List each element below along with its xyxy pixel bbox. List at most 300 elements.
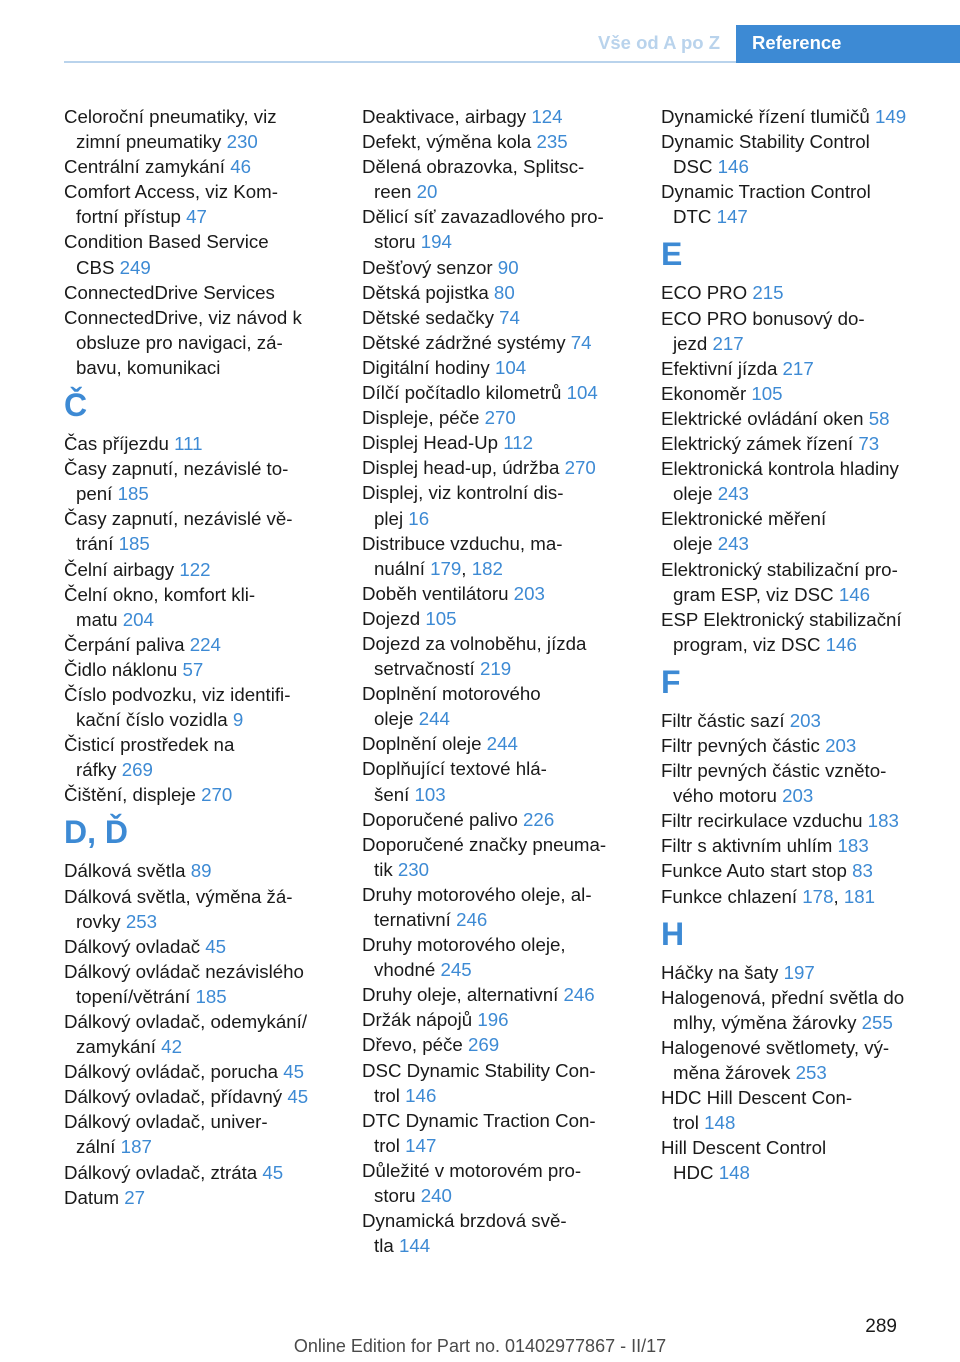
entry-text: gram ESP, viz DSC	[673, 583, 839, 605]
index-entry	[362, 355, 662, 380]
page-reference-link[interactable]: 104	[494, 356, 527, 378]
index-letter-heading: E	[661, 236, 683, 273]
index-entry	[362, 982, 662, 1007]
index-entry	[362, 480, 662, 530]
entry-text: Dálkový ovládač, porucha	[64, 1061, 284, 1083]
index-entry	[362, 807, 662, 832]
entry-text: DTC	[673, 206, 717, 228]
index-entry	[64, 732, 364, 782]
page-reference-link[interactable]: 217	[782, 357, 814, 379]
entry-text: Druhy motorového oleje,	[362, 934, 566, 956]
index-entry	[64, 280, 364, 305]
entry-text: trol	[673, 1112, 705, 1134]
page-reference-link[interactable]: 46	[230, 156, 251, 178]
entry-text: Dálkový ovladač	[64, 935, 206, 957]
page-reference-link[interactable]: 249	[119, 256, 151, 278]
index-entry	[362, 380, 662, 405]
page-reference-link[interactable]: 215	[752, 282, 784, 304]
entry-text: Dětské sedačky	[362, 306, 500, 328]
entry-text: vého motoru	[673, 785, 783, 807]
footer-edition: Online Edition for Part no. 01402977867 - II/17	[293, 1336, 667, 1356]
entry-text: měna žárovek	[673, 1062, 796, 1083]
entry-text: DSC	[673, 156, 718, 178]
page-reference-link[interactable]: 224	[189, 633, 221, 655]
page-reference-link[interactable]: 90	[497, 256, 519, 278]
entry-text: tik	[374, 858, 398, 880]
entry-text: Filtr s aktivním uhlím	[661, 835, 838, 857]
index-entry	[64, 582, 364, 632]
entry-text: Dřevo, péče	[362, 1034, 468, 1056]
entry-text: Dálková světla	[64, 860, 191, 882]
page-reference-link[interactable]: 105	[751, 382, 783, 404]
page-reference-link[interactable]: 9	[232, 709, 244, 731]
entry-text: Displeje, péče	[362, 407, 485, 429]
entry-text: vhodné	[374, 959, 441, 981]
index-entry	[661, 985, 960, 1035]
index-entry	[64, 1109, 364, 1159]
entry-text: Dálkový ovladač, ztráta	[64, 1161, 263, 1183]
index-entry	[362, 154, 662, 204]
index-entry	[64, 1084, 364, 1109]
entry-text: Časy zapnutí, nezávislé vě‐	[64, 508, 293, 530]
page-reference-link[interactable]: 230	[226, 131, 258, 153]
page-reference-link[interactable]: 196	[477, 1009, 509, 1031]
entry-text: setrvačností	[374, 658, 480, 680]
entry-text: kační číslo vozidla	[76, 709, 233, 731]
entry-text: topení/větrání	[76, 985, 196, 1007]
page-reference-link[interactable]: 182	[471, 557, 503, 579]
index-entry	[362, 681, 662, 731]
entry-text: DTC Dynamic Traction Con‐	[362, 1109, 596, 1131]
entry-text: Funkce chlazení	[661, 885, 803, 907]
entry-text: Doporučené značky pneuma‐	[362, 833, 607, 855]
index-entry	[64, 858, 364, 883]
entry-text: ternativní	[374, 909, 457, 930]
index-entry	[64, 959, 364, 1009]
entry-text: Doběh ventilátoru	[362, 582, 514, 604]
index-entry	[661, 104, 960, 129]
entry-text: Dálková světla, výměna žá‐	[64, 885, 293, 907]
entry-text: Elektronický stabilizační pro‐	[661, 558, 898, 580]
index-entry	[362, 255, 662, 280]
page-reference-link[interactable]: 45	[205, 935, 227, 957]
page-reference-link[interactable]: 253	[125, 910, 158, 932]
index-entry	[661, 960, 960, 985]
index-entry	[362, 932, 662, 982]
entry-text: Držák nápojů	[362, 1009, 478, 1031]
entry-text: ECO PRO bonusový do‐	[661, 307, 865, 329]
index-column-2	[362, 104, 662, 1258]
entry-text: jezd	[673, 332, 713, 354]
entry-text: ,	[833, 885, 844, 907]
entry-text: CBS	[76, 256, 120, 278]
entry-text: Displej, viz kontrolní dis‐	[362, 482, 564, 504]
entry-text: Čas příjezdu	[64, 433, 175, 455]
page-reference-link[interactable]: 226	[523, 808, 555, 830]
entry-text: Dálkový ovladač, odemykání/	[64, 1011, 308, 1032]
page-reference-link[interactable]: 235	[536, 131, 568, 153]
index-entry	[362, 531, 662, 581]
index-entry	[64, 1160, 364, 1185]
page-reference-link[interactable]: 122	[179, 558, 211, 580]
page-reference-link[interactable]: 185	[118, 533, 150, 555]
index-entry	[362, 129, 662, 154]
entry-text: trání	[76, 533, 119, 555]
entry-text: Háčky na šaty	[661, 961, 784, 983]
page-reference-link[interactable]: 144	[398, 1235, 431, 1257]
index-entry	[362, 305, 662, 330]
page-reference-link[interactable]: 203	[513, 582, 545, 604]
index-entry	[661, 607, 960, 657]
entry-text: Elektrický zámek řízení	[661, 433, 859, 455]
index-entry	[661, 280, 960, 305]
page-reference-link[interactable]: 42	[161, 1036, 182, 1058]
entry-text: HDC	[673, 1162, 719, 1184]
index-entry	[362, 204, 662, 254]
entry-text: Hill Descent Control	[661, 1137, 827, 1159]
index-entry	[661, 833, 960, 858]
index-entry	[64, 1185, 364, 1210]
entry-text: Defekt, výměna kola	[362, 131, 537, 153]
entry-text: ESP Elektronický stabilizační	[661, 608, 902, 630]
entry-text: tla	[374, 1235, 399, 1257]
page-reference-link[interactable]: 246	[456, 909, 488, 930]
entry-text: Dětské zádržné systémy	[362, 331, 571, 353]
index-entry	[661, 381, 960, 406]
entry-text: pení	[76, 483, 118, 505]
index-entry	[661, 129, 960, 179]
entry-text: Doplňující textové hlá‐	[362, 758, 547, 780]
entry-text: Filtr pevných částic vzněto‐	[661, 760, 887, 782]
index-entry	[661, 733, 960, 758]
index-letter-heading: D, Ď	[64, 814, 128, 851]
index-entry	[661, 306, 960, 356]
index-entry	[362, 606, 662, 631]
entry-text: Funkce Auto start stop	[661, 860, 853, 882]
page-reference-link[interactable]: 269	[121, 759, 153, 781]
page-reference-link[interactable]: 74	[499, 306, 520, 328]
index-entry	[64, 632, 364, 657]
page-reference-link[interactable]: 112	[503, 432, 534, 454]
index-entry	[661, 808, 960, 833]
page-reference-link[interactable]: 27	[124, 1186, 146, 1208]
entry-text: zimní pneumatiky	[76, 131, 227, 153]
entry-text: Doporučené palivo	[362, 808, 524, 830]
entry-text: rovky	[76, 910, 126, 932]
page-reference-link[interactable]: 16	[408, 507, 430, 529]
page-reference-link[interactable]: 270	[564, 457, 596, 479]
page-reference-link[interactable]: 203	[789, 709, 821, 731]
index-entry	[661, 356, 960, 381]
entry-text: Dělicí síť zavazadlového pro‐	[362, 206, 604, 228]
entry-text: Čisticí prostředek na	[64, 734, 235, 756]
page-reference-link[interactable]: 203	[825, 734, 857, 756]
entry-text: Ekonoměr	[661, 382, 752, 404]
page-reference-link[interactable]: 146	[405, 1084, 437, 1106]
page-reference-link[interactable]: 146	[838, 583, 871, 605]
entry-text: Dělená obrazovka, Splitsc‐	[362, 156, 585, 178]
page-reference-link[interactable]: 219	[479, 658, 512, 680]
entry-text: Dílčí počítadlo kilometrů	[362, 382, 567, 404]
entry-text: Časy zapnutí, nezávislé to‐	[64, 458, 289, 480]
index-entry	[64, 305, 364, 380]
entry-text: program, viz DSC	[673, 633, 826, 655]
index-entry	[362, 1032, 662, 1057]
index-entry	[362, 882, 662, 932]
entry-text: ,	[461, 557, 472, 579]
page-reference-link[interactable]: 57	[182, 658, 204, 680]
entry-text: oleje	[673, 533, 718, 555]
page-reference-link[interactable]: 217	[712, 332, 744, 354]
index-entry	[64, 557, 364, 582]
entry-text: Filtr recirkulace vzduchu	[661, 810, 868, 832]
entry-text: zamykání	[76, 1036, 162, 1058]
index-entry	[661, 1035, 960, 1085]
entry-text: storu	[374, 231, 421, 253]
page-reference-link[interactable]: 243	[717, 483, 749, 505]
entry-text: Displej head-up, údržba	[362, 457, 565, 479]
entry-text: Druhy oleje, alternativní	[362, 984, 564, 1006]
page-reference-link[interactable]: 105	[425, 607, 457, 629]
index-entry	[64, 782, 364, 807]
entry-text: Elektronická kontrola hladiny	[661, 458, 899, 480]
entry-text: Číslo podvozku, viz identifi‐	[64, 683, 291, 705]
entry-text: HDC Hill Descent Con‐	[661, 1087, 853, 1109]
entry-text: ConnectedDrive Services	[64, 281, 275, 303]
page-reference-link[interactable]: 45	[283, 1061, 304, 1083]
page-reference-link[interactable]: 103	[414, 783, 446, 805]
page-reference-link[interactable]: 45	[287, 1086, 309, 1108]
page-reference-link[interactable]: 148	[704, 1112, 736, 1134]
entry-text: Elektrické ovládání oken	[661, 407, 869, 429]
index-entry	[64, 456, 364, 506]
entry-text: Druhy motorového oleje, al‐	[362, 883, 592, 905]
entry-text: oleje	[374, 708, 419, 730]
index-entry	[362, 405, 662, 430]
page-reference-link[interactable]: 179	[430, 557, 462, 579]
page-reference-link[interactable]: 146	[717, 156, 749, 178]
page-reference-link[interactable]: 270	[484, 407, 516, 429]
page-reference-link[interactable]: 111	[174, 433, 203, 455]
entry-text: Dětská pojistka	[362, 281, 494, 303]
entry-text: Čelní airbagy	[64, 558, 180, 580]
index-entry	[362, 104, 662, 129]
index-entry	[362, 631, 662, 681]
entry-text: Dojezd za volnoběhu, jízda	[362, 632, 587, 654]
entry-text: Dojezd	[362, 607, 426, 629]
page-reference-link[interactable]: 149	[874, 106, 907, 127]
entry-text: Condition Based Service	[64, 231, 269, 253]
page-reference-link[interactable]: 146	[825, 633, 857, 655]
index-entry	[661, 456, 960, 506]
page-reference-link[interactable]: 58	[868, 407, 890, 429]
entry-text: storu	[374, 1185, 421, 1207]
page-reference-link[interactable]: 20	[416, 181, 438, 203]
page-reference-link[interactable]: 148	[718, 1162, 750, 1184]
entry-text: Elektronické měření	[661, 508, 827, 530]
index-entry	[362, 455, 662, 480]
page-reference-link[interactable]: 244	[418, 708, 450, 730]
entry-text: Čelní okno, komfort kli‐	[64, 583, 256, 605]
entry-text: Čidlo náklonu	[64, 658, 183, 680]
entry-text: Dálkový ovladač, univer‐	[64, 1111, 268, 1133]
entry-text: Halogenová, přední světla do	[661, 986, 905, 1008]
entry-text: plej	[374, 507, 409, 529]
header-chapter: Reference	[736, 25, 960, 63]
page-reference-link[interactable]: 246	[563, 984, 595, 1006]
index-entry	[661, 557, 960, 607]
entry-text: Celoroční pneumatiky, viz	[64, 106, 277, 127]
page-reference-link[interactable]: 240	[420, 1185, 452, 1207]
index-entry	[362, 1158, 662, 1208]
index-entry	[362, 731, 662, 756]
index-letter-heading: F	[661, 663, 681, 700]
entry-text: Dálkový ovládač nezávislého	[64, 960, 304, 982]
page-reference-link[interactable]: 89	[190, 860, 212, 882]
index-entry	[362, 756, 662, 806]
index-entry	[64, 1009, 364, 1059]
page-reference-link[interactable]: 183	[837, 835, 869, 857]
entry-text: Dynamické řízení tlumičů	[661, 106, 875, 127]
index-entry	[64, 229, 364, 279]
index-entry	[64, 884, 364, 934]
entry-text: trol	[374, 1084, 406, 1106]
entry-text: šení	[374, 783, 415, 805]
entry-text: Comfort Access, viz Kom‐	[64, 181, 278, 203]
page-reference-link[interactable]: 187	[120, 1136, 152, 1158]
page-reference-link[interactable]: 74	[570, 331, 592, 353]
entry-text: Efektivní jízda	[661, 357, 783, 379]
index-entry	[661, 858, 960, 883]
page-reference-link[interactable]: 178	[802, 885, 834, 907]
entry-text: Dynamic Stability Control	[661, 131, 870, 153]
entry-text: Digitální hodiny	[362, 356, 495, 378]
index-column-3	[661, 104, 960, 1185]
entry-text: zální	[76, 1136, 121, 1158]
page-reference-link[interactable]: 181	[843, 885, 876, 907]
index-entry	[64, 657, 364, 682]
page-reference-link[interactable]: 124	[531, 106, 563, 127]
entry-text: ConnectedDrive, viz návod k	[64, 306, 302, 328]
entry-text: Čištění, displeje	[64, 784, 202, 806]
page-reference-link[interactable]: 270	[201, 784, 233, 806]
entry-text: Čerpání paliva	[64, 633, 190, 655]
page-reference-link[interactable]: 194	[420, 231, 452, 253]
page-reference-link[interactable]: 147	[716, 206, 748, 228]
page-reference-link[interactable]: 183	[867, 810, 899, 832]
index-entry	[362, 330, 662, 355]
entry-text: oleje	[673, 483, 718, 505]
index-entry	[362, 581, 662, 606]
page-reference-link[interactable]: 185	[195, 985, 227, 1007]
index-entry	[661, 431, 960, 456]
page-reference-link[interactable]: 203	[782, 785, 814, 807]
page-reference-link[interactable]: 245	[440, 959, 472, 981]
index-entry	[661, 506, 960, 556]
page-reference-link[interactable]: 83	[852, 860, 873, 882]
index-entry	[362, 1007, 662, 1032]
entry-text: Doplnění oleje	[362, 733, 487, 755]
index-entry	[661, 708, 960, 733]
page-reference-link[interactable]: 243	[717, 533, 749, 555]
index-column-1	[64, 104, 364, 1210]
entry-text: Dálkový ovladač, přídavný	[64, 1086, 288, 1108]
page-reference-link[interactable]: 47	[186, 206, 207, 228]
index-letter-heading: H	[661, 915, 685, 952]
entry-text: trol	[374, 1134, 406, 1156]
index-entry	[661, 179, 960, 229]
page-reference-link[interactable]: 244	[486, 733, 518, 755]
entry-text: Dynamic Traction Control	[661, 181, 871, 203]
entry-text: fortní přístup	[76, 206, 187, 228]
index-entry	[64, 1059, 364, 1084]
entry-text: Deaktivace, airbagy	[362, 106, 532, 127]
entry-text: DSC Dynamic Stability Con‐	[362, 1059, 596, 1081]
index-entry	[362, 1058, 662, 1108]
page-reference-link[interactable]: 230	[397, 858, 430, 880]
index-entry	[362, 280, 662, 305]
index-entry	[661, 884, 960, 909]
entry-text: Centrální zamykání	[64, 156, 231, 178]
page-reference-link[interactable]: 255	[861, 1011, 893, 1033]
index-entry	[64, 431, 364, 456]
index-entry	[661, 406, 960, 431]
index-entry	[64, 154, 364, 179]
index-entry	[64, 506, 364, 556]
page-reference-link[interactable]: 104	[566, 382, 598, 404]
entry-text: Displej Head-Up	[362, 432, 504, 454]
page-reference-link[interactable]: 45	[262, 1161, 284, 1183]
index-entry	[362, 1208, 662, 1258]
page-reference-link[interactable]: 80	[493, 281, 515, 303]
page-reference-link[interactable]: 197	[783, 961, 815, 983]
index-entry	[64, 179, 364, 229]
index-letter-heading: Č	[64, 387, 88, 424]
index-entry	[362, 430, 662, 455]
page-reference-link[interactable]: 73	[858, 433, 880, 455]
entry-text: Halogenové světlomety, vý‐	[661, 1036, 890, 1058]
index-entry	[661, 1135, 960, 1185]
entry-text: nuální	[374, 557, 431, 579]
index-entry	[362, 832, 662, 882]
page-reference-link[interactable]: 147	[405, 1134, 437, 1156]
entry-text: ECO PRO	[661, 282, 753, 304]
entry-text: Doplnění motorového	[362, 683, 541, 705]
entry-text: Dynamická brzdová svě‐	[362, 1210, 567, 1232]
entry-text: mlhy, výměna žárovky	[673, 1011, 862, 1033]
index-entry	[64, 104, 364, 154]
index-entry	[64, 682, 364, 732]
entry-text: Filtr pevných částic	[661, 734, 826, 756]
entry-text: Datum	[64, 1186, 125, 1208]
entry-text: obsluze pro navigaci, zá‐	[76, 331, 283, 353]
page-reference-link[interactable]: 253	[795, 1062, 827, 1083]
entry-text: ráfky	[76, 759, 122, 781]
index-entry	[64, 934, 364, 959]
entry-text: bavu, komunikaci	[76, 356, 221, 378]
entry-text: Filtr částic sazí	[661, 709, 790, 731]
entry-text: reen	[374, 181, 417, 203]
index-entry	[661, 758, 960, 808]
page-reference-link[interactable]: 269	[467, 1034, 500, 1056]
header-section: Vše od A po Z	[598, 32, 720, 53]
page-reference-link[interactable]: 204	[122, 608, 154, 630]
index-entry	[661, 1085, 960, 1135]
page-reference-link[interactable]: 185	[117, 483, 149, 505]
index-entry	[362, 1108, 662, 1158]
entry-text: Dešťový senzor	[362, 256, 498, 278]
entry-text: Distribuce vzduchu, ma‐	[362, 532, 563, 554]
